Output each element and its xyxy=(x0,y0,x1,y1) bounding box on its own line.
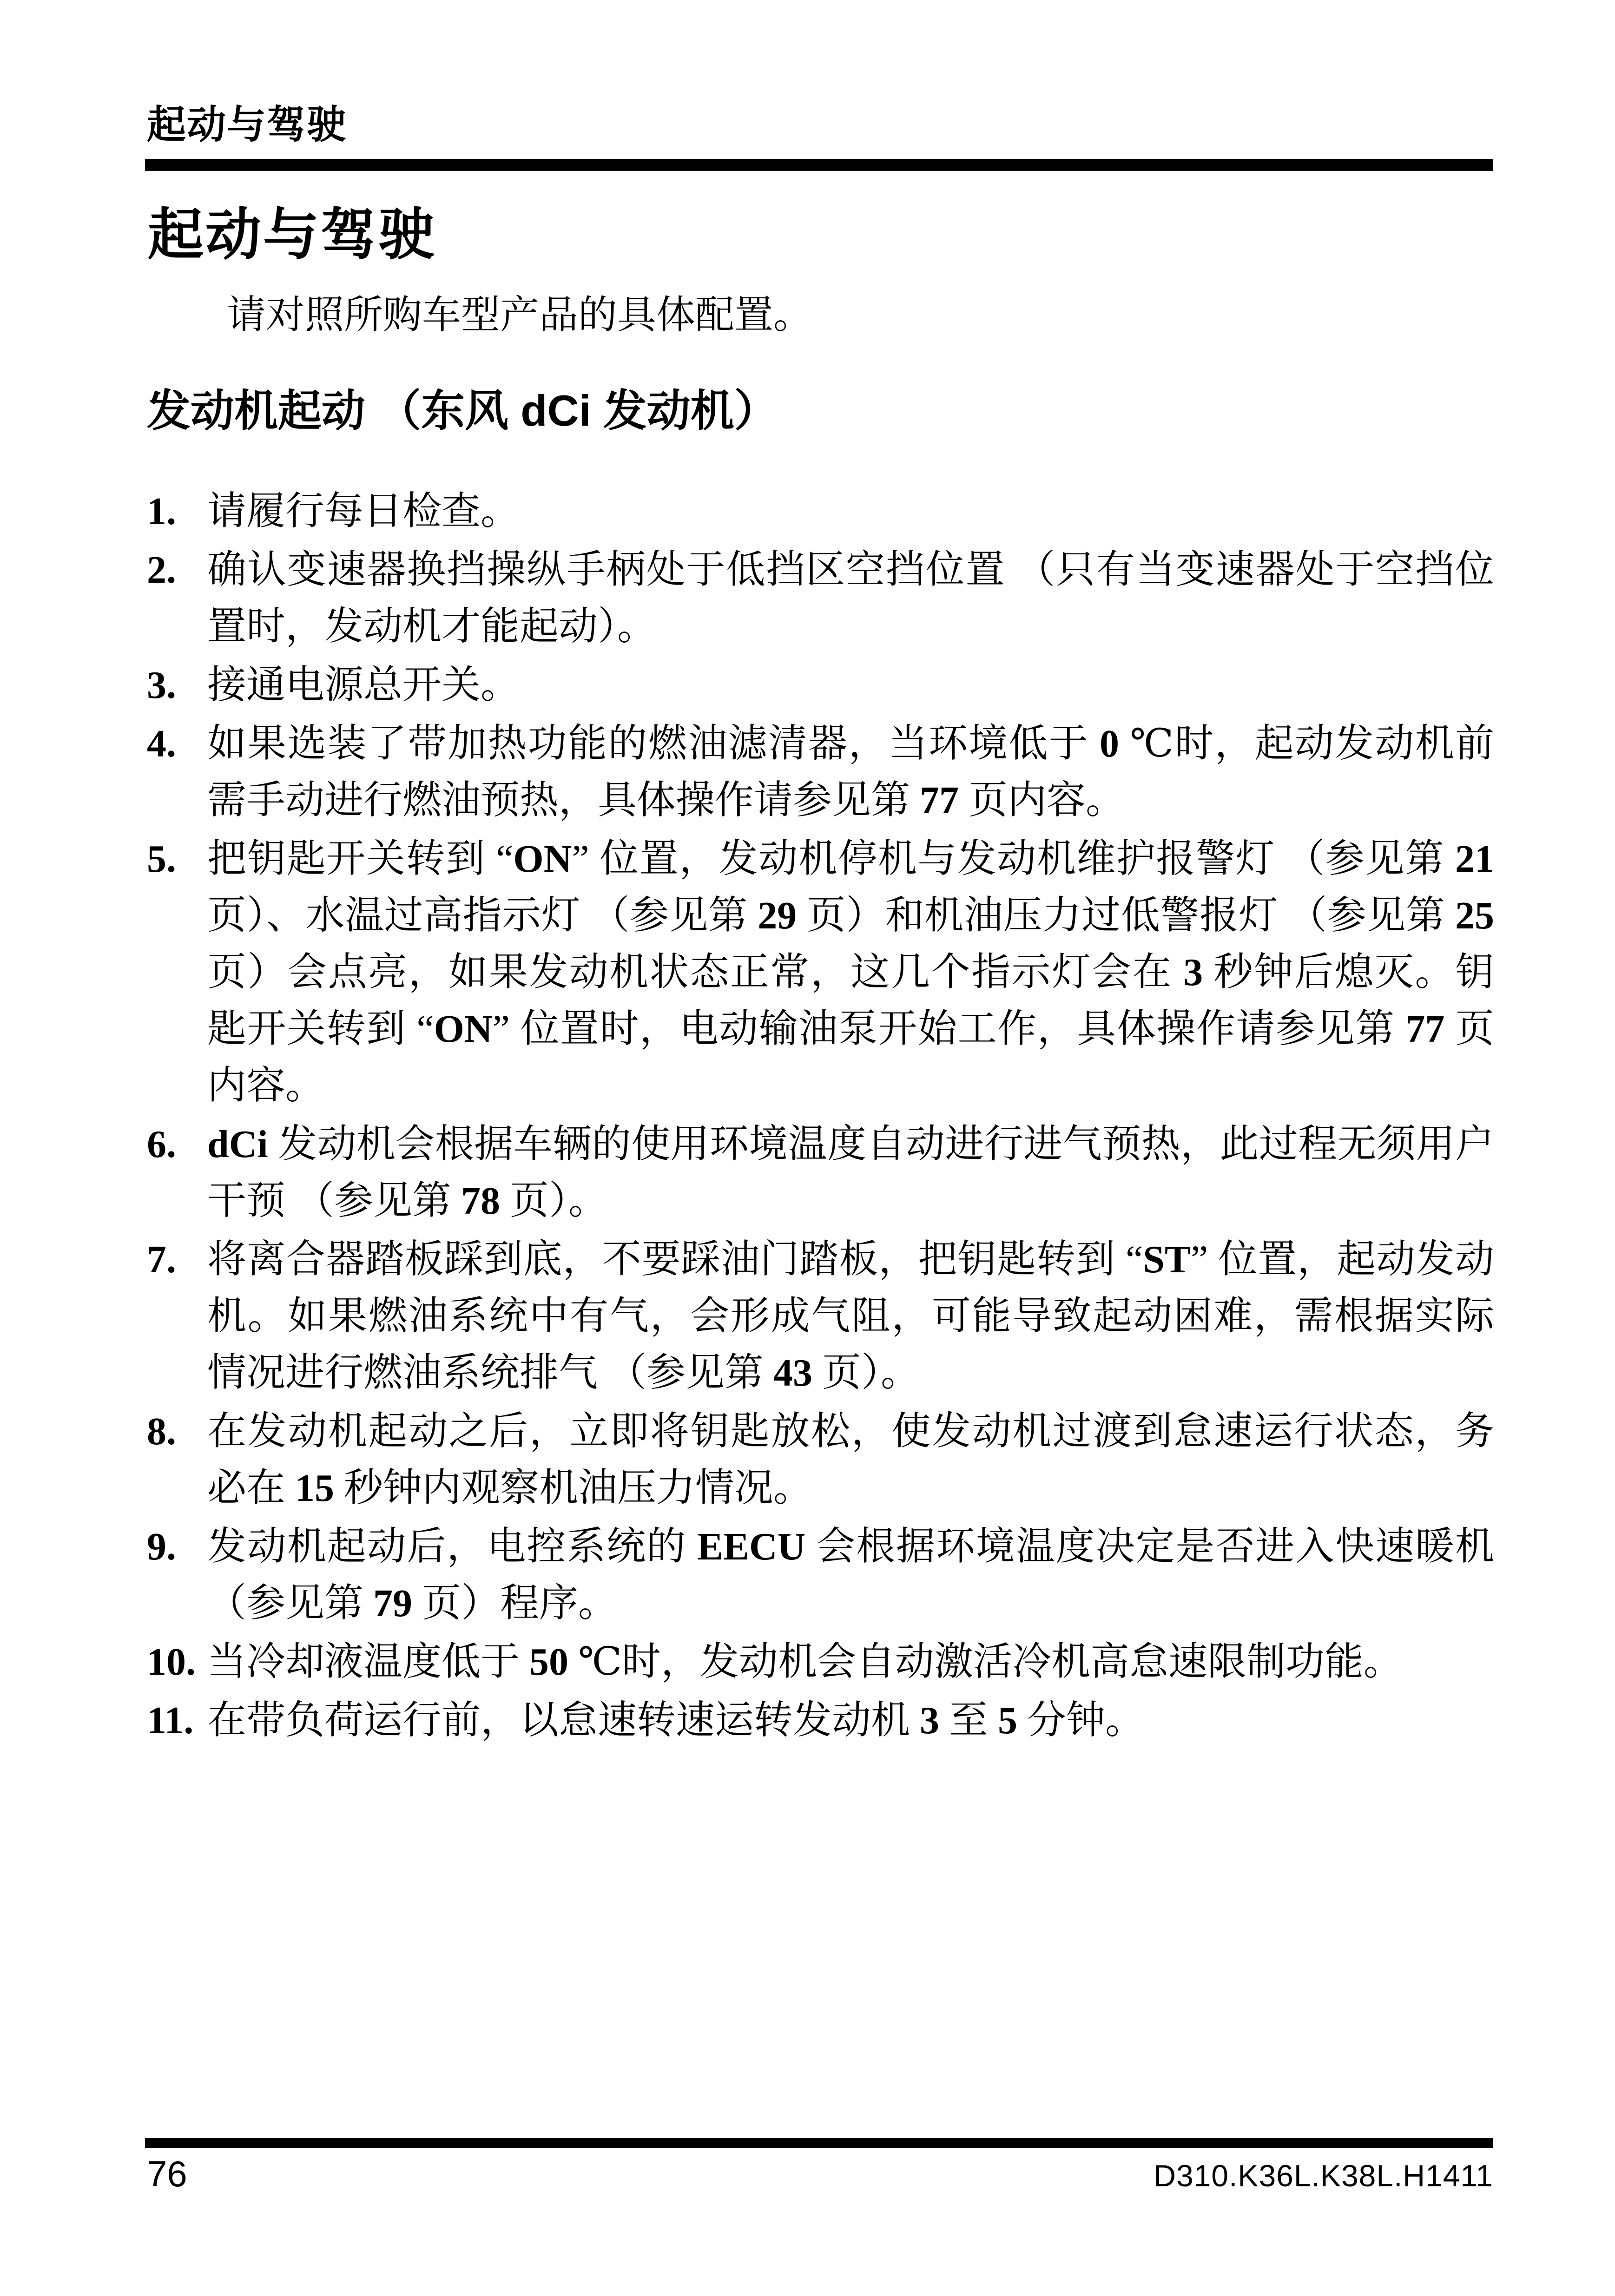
list-item xyxy=(147,1116,1494,1230)
list-item-number: 1. xyxy=(147,490,176,533)
running-header: 起动与驾驶 xyxy=(147,103,347,146)
list-item-text: 如果选装了带加热功能的燃油滤清器，当环境低于 0 ℃时，起动发动机前需手动进行燃油预热，具体操作请参见第 77 页内容。 xyxy=(207,722,1494,822)
list-item-text: 在带负荷运行前，以怠速转速运转发动机 3 至 5 分钟。 xyxy=(207,1699,1145,1742)
footer-rule xyxy=(145,2138,1493,2148)
list-item-text: 请履行每日检查。 xyxy=(207,490,520,533)
list-item-text: 把钥匙开关转到 “ON” 位置，发动机停机与发动机维护报警灯 （参见第 21 页）、水温过高指示灯 （参见第 29 页）和机油压力过低警报灯 （参见第 25 页）会点亮，如果发动机状态正常，这几个指示灯会在 3 秒钟后熄灭。钥匙开关转到 “ON” 位置时，电动输油泵开始工作，具体操作请参见第 77 页内容。 xyxy=(207,837,1494,1107)
list-item-number: 2. xyxy=(147,548,176,592)
list-item-text: dCi 发动机会根据车辆的使用环境温度自动进行进气预热，此过程无须用户干预 （参见第 78 页）。 xyxy=(207,1123,1494,1223)
list-item-number: 5. xyxy=(147,837,176,881)
list-item-text: 在发动机起动之后，立即将钥匙放松，使发动机过渡到怠速运行状态，务必在 15 秒钟内观察机油压力情况。 xyxy=(207,1410,1494,1510)
list-item xyxy=(147,831,1494,1114)
header-rule xyxy=(145,159,1493,171)
list-item xyxy=(147,1403,1494,1517)
list-item-number: 7. xyxy=(147,1238,176,1281)
doc-code: D310.K36L.K38L.H1411 xyxy=(1154,2158,1493,2193)
list-item-number: 3. xyxy=(147,664,176,707)
intro-paragraph: 请对照所购车型产品的具体配置。 xyxy=(227,294,813,337)
list-item-number: 8. xyxy=(147,1410,176,1453)
list-item-number: 6. xyxy=(147,1123,176,1166)
page-title: 起动与驾驶 xyxy=(148,204,436,266)
list-item xyxy=(147,483,1494,540)
page-footer xyxy=(147,2154,1493,2194)
list-item-number: 10. xyxy=(147,1640,196,1684)
list-item xyxy=(147,1692,1494,1749)
list-item-number: 4. xyxy=(147,722,176,765)
list-item-text: 确认变速器换挡操纵手柄处于低挡区空挡位置 （只有当变速器处于空挡位置时，发动机才能起动）。 xyxy=(207,548,1494,648)
list-item-number: 11. xyxy=(147,1699,194,1742)
list-item-text: 接通电源总开关。 xyxy=(207,664,520,707)
list-item xyxy=(147,1519,1494,1632)
list-item xyxy=(147,1231,1494,1401)
list-item xyxy=(147,1634,1494,1691)
list-item xyxy=(147,716,1494,829)
list-item-text: 将离合器踏板踩到底，不要踩油门踏板，把钥匙转到 “ST” 位置，起动发动机。如果燃油系统中有气，会形成气阻，可能导致起动困难，需根据实际情况进行燃油系统排气 （参见第 43 页）。 xyxy=(207,1238,1494,1395)
section-heading: 发动机起动 （东风 dCi 发动机） xyxy=(147,386,778,435)
list-item-text: 当冷却液温度低于 50 ℃时，发动机会自动激活冷机高怠速限制功能。 xyxy=(207,1640,1403,1684)
list-item xyxy=(147,657,1494,714)
list-item-text: 发动机起动后，电控系统的 EECU 会根据环境温度决定是否进入快速暖机 （参见第 79 页）程序。 xyxy=(207,1525,1494,1625)
list-item-number: 9. xyxy=(147,1525,176,1568)
instruction-list xyxy=(147,483,1494,1751)
list-item xyxy=(147,542,1494,655)
page-number: 76 xyxy=(147,2153,187,2194)
